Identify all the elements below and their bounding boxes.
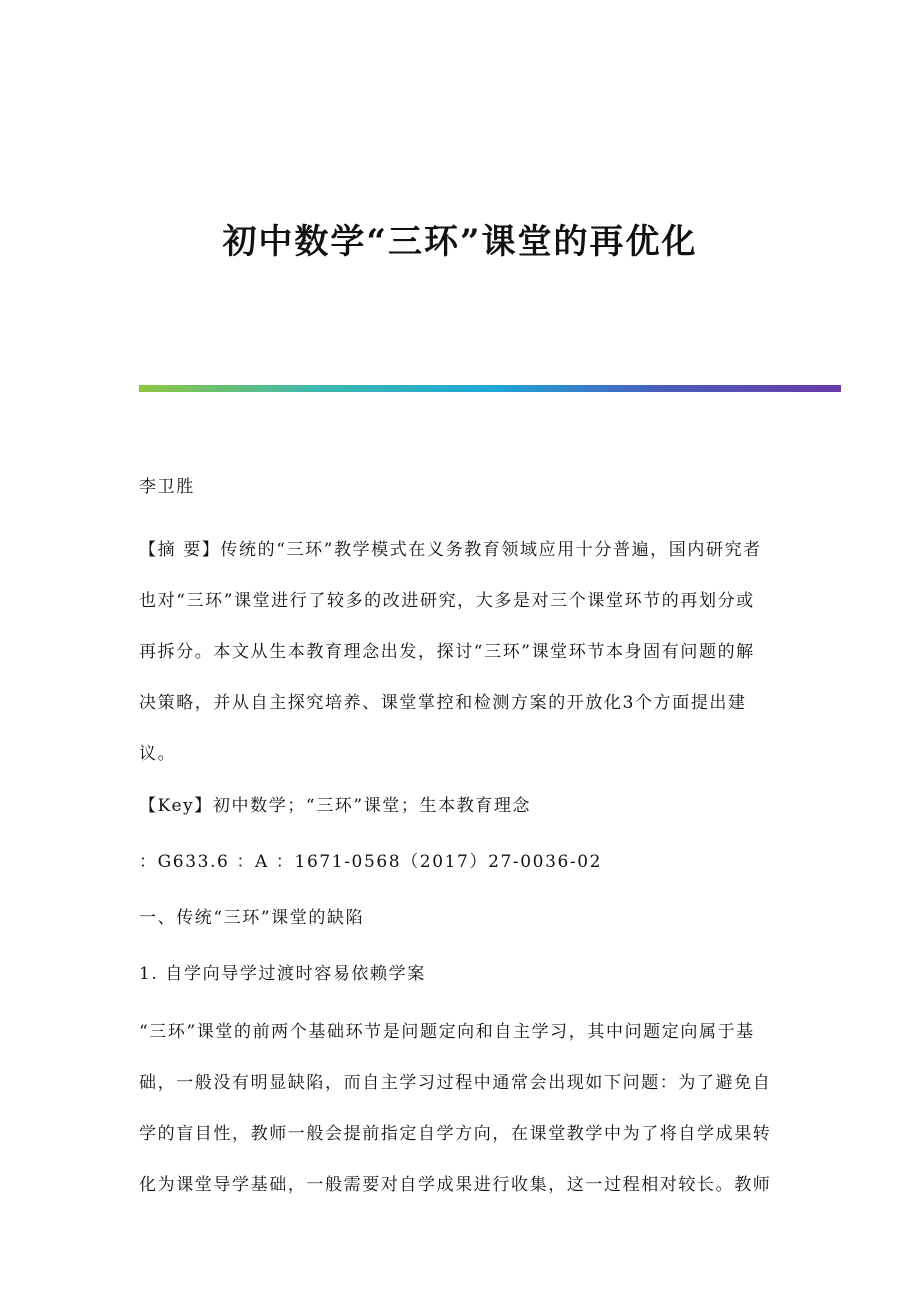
abstract-line: 再拆分。本文从生本教育理念出发，探讨“三环”课堂环节本身固有问题的解 <box>139 642 755 662</box>
paragraph-line: 础，一般没有明显缺陷，而自主学习过程中通常会出现如下问题：为了避免自 <box>139 1073 772 1093</box>
abstract-line: 【摘 要】传统的“三环”教学模式在义务教育领域应用十分普遍，国内研究者 <box>139 540 762 560</box>
paragraph-line: 化为课堂导学基础，一般需要对自学成果进行收集，这一过程相对较长。教师 <box>139 1175 772 1195</box>
section-heading: 一、传统“三环”课堂的缺陷 <box>139 908 365 928</box>
paragraph-line: 学的盲目性，教师一般会提前指定自学方向，在课堂教学中为了将自学成果转 <box>139 1124 772 1144</box>
abstract-block <box>139 525 784 780</box>
subsection-heading: 1. 自学向导学过渡时容易依赖学案 <box>139 964 426 984</box>
paragraph-line: “三环”课堂的前两个基础环节是问题定向和自主学习，其中问题定向属于基 <box>139 1022 755 1042</box>
author-name: 李卫胜 <box>139 477 195 497</box>
gradient-divider <box>139 385 841 392</box>
body-paragraph <box>139 1007 784 1211</box>
document-body <box>139 464 784 1211</box>
classification-codes: ：G633.6 ：A ：1671-0568（2017）27-0036-02 <box>139 852 603 872</box>
keywords: 【Key】初中数学；“三环”课堂；生本教育理念 <box>139 796 532 816</box>
abstract-line: 议。 <box>139 744 177 764</box>
document-title: 初中数学“三环”课堂的再优化 <box>222 222 698 262</box>
abstract-line: 也对“三环”课堂进行了较多的改进研究，大多是对三个课堂环节的再划分或 <box>139 591 755 611</box>
abstract-line: 决策略，并从自主探究培养、课堂掌控和检测方案的开放化3个方面提出建 <box>139 693 747 713</box>
